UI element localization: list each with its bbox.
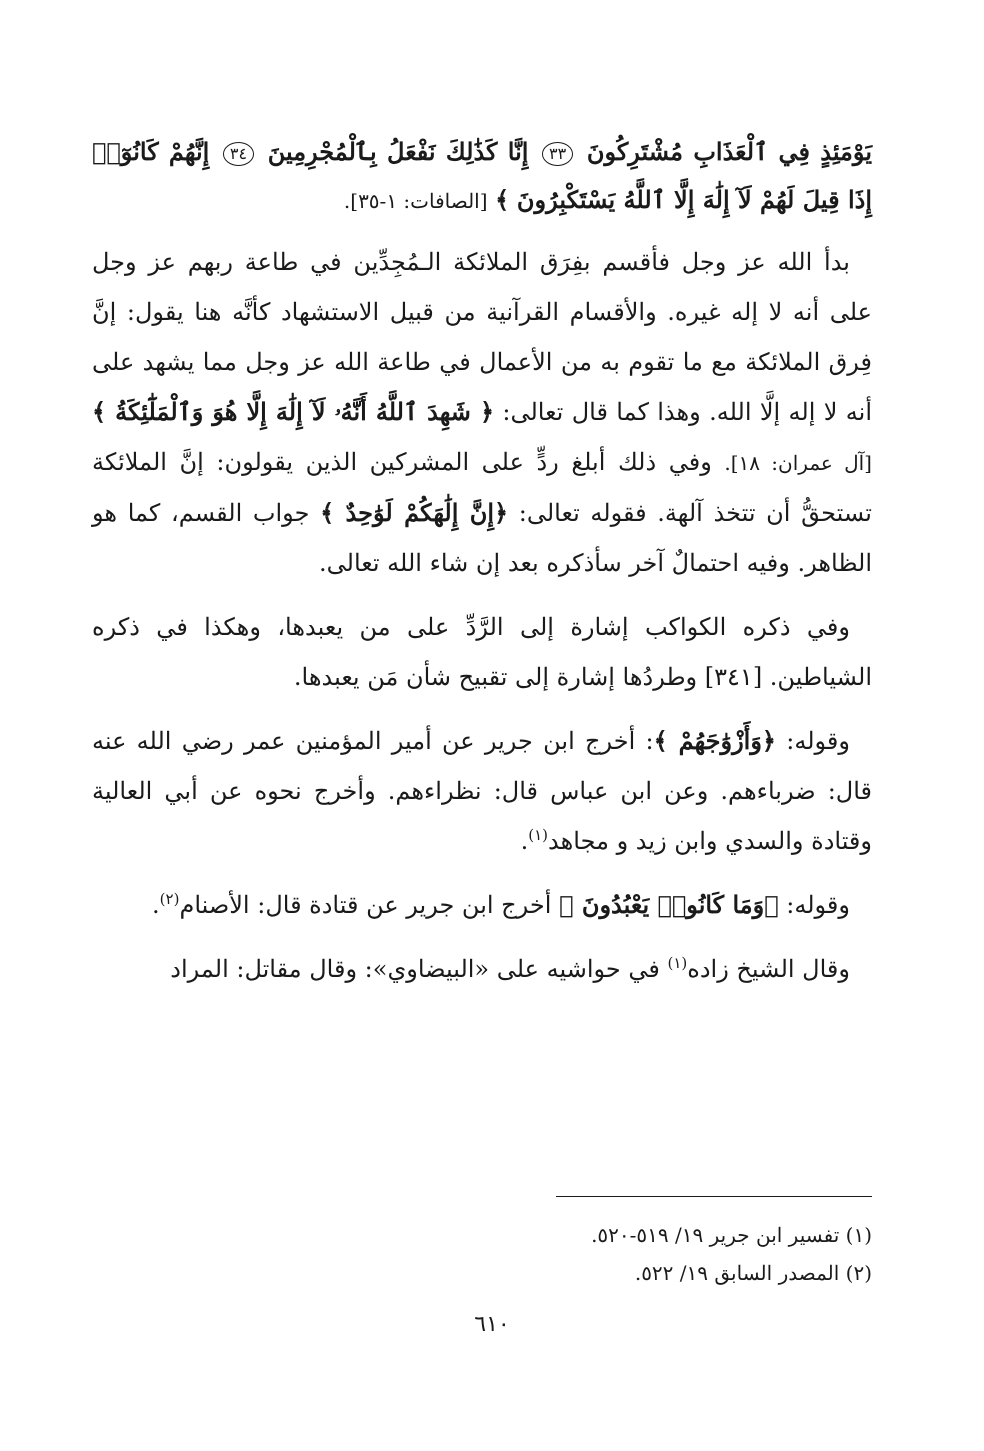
quran-quote-azwajahum: ﴿وَأَزْوَٰجَهُمْ ﴾ — [653, 726, 776, 755]
footnote-marker-2: (٢) — [159, 890, 180, 908]
verse-number-33: ٣٣ — [542, 142, 573, 166]
paragraph-1 — [92, 237, 872, 588]
quran-text-35: إِنَّهُمْ كَانُوٓا۟ إِذَا قِيلَ لَهُمْ لَآ إِلَٰهَ إِلَّا ٱللَّهُ يَسْتَكْبِرُونَ — [92, 137, 872, 214]
quran-quote-ya-budun: ﴿وَمَا كَانُوا۟ يَعْبُدُونَ ﴾ — [559, 890, 779, 919]
reference-al-imran: [آل عمران: ١٨]. — [724, 451, 872, 475]
quran-text-34: إِنَّا كَذَٰلِكَ نَفْعَلُ بِٱلْمُجْرِمِينَ — [267, 137, 529, 166]
footnote-1: (١) تفسير ابن جرير ١٩/ ٥١٩-٥٢٠. — [591, 1223, 872, 1247]
paragraph-1-text-a: بدأ الله عز وجل فأقسم بفِرَق الملائكة الـمُجِدِّين في طاعة ربهم عز وجل على أنه لا إله غيره. والأقسام القرآنية من قبيل الاستشهاد كأنَّه هنا يقول: إنَّ فِرق الملائكة مع ما تقوم به من الأعمال في طاعة الله عز وجل مما يشهد على أنه لا إله إلَّا الله. وهذا كما قال تعالى: — [92, 248, 872, 426]
paragraph-5-text-a: وقال الشيخ زاده — [687, 955, 850, 983]
quran-close-bracket: ﴾ — [495, 185, 510, 214]
paragraph-5 — [92, 944, 872, 994]
footnote-marker-3: (١) — [667, 954, 688, 972]
verse-number-34: ٣٤ — [223, 142, 254, 166]
page-number: ٦١٠ — [474, 1312, 510, 1337]
page-body — [92, 128, 872, 1008]
paragraph-1-text-b: وفي ذلك أبلغ ردٍّ على المشركين الذين يقولون: إنَّ الملائكة تستحقُّ أن تتخذ آلهة. فقوله تعالى: — [92, 448, 872, 527]
quran-quote-shahida: ﴿ شَهِدَ ٱللَّهُ أَنَّهُۥ لَآ إِلَٰهَ إِلَّا هُوَ وَٱلْمَلَٰٓئِكَةُ ﴾ — [92, 397, 495, 426]
paragraph-1-text-c: جواب القسم، كما هو الظاهر. وفيه احتمالٌ آخر سأذكره بعد إن شاء الله تعالى. — [92, 499, 872, 577]
paragraph-2: وفي ذكره الكواكب إشارة إلى الرَّدِّ على من يعبدها، وهكذا في ذكره الشياطين. [٣٤١] وطردُها إشارة إلى تقبيح شأن مَن يعبدها. — [92, 613, 872, 691]
paragraph-5-text-b: في حواشيه على «البيضاوي»: وقال مقاتل: المراد — [170, 955, 660, 983]
footnote-divider — [556, 1196, 872, 1197]
paragraph-4-text-b: أخرج ابن جرير عن قتادة قال: الأصنام — [179, 891, 552, 919]
paragraph-3-text-b: : أخرج ابن جرير عن أمير المؤمنين عمر رضي الله عنه قال: ضرباءهم. وعن ابن عباس قال: نظراءهم. وأخرج نحوه عن أبي العالية وقتادة والسدي وابن زيد و مجاهد — [92, 727, 872, 855]
quran-verse-block — [92, 128, 872, 225]
footnote-2: (٢) المصدر السابق ١٩/ ٥٢٢. — [634, 1261, 872, 1285]
quran-quote-ilahakum: ﴿إِنَّ إِلَٰهَكُمْ لَوَٰحِدٌ ﴾ — [320, 498, 509, 527]
paragraph-4-end: . — [152, 891, 160, 919]
paragraph-4 — [92, 880, 872, 930]
paragraph-3 — [92, 716, 872, 866]
paragraph-3-text-a: وقوله: — [786, 727, 850, 755]
paragraph-4-text-a: وقوله: — [786, 891, 850, 919]
footnotes — [400, 1216, 872, 1292]
quran-reference: [الصافات: ١-٣٥]. — [343, 189, 488, 213]
footnote-marker-1: (١) — [528, 826, 549, 844]
paragraph-3-end: . — [520, 827, 529, 855]
quran-text-33: يَوْمَئِذٍ فِي ٱلْعَذَابِ مُشْتَرِكُونَ — [586, 137, 872, 166]
